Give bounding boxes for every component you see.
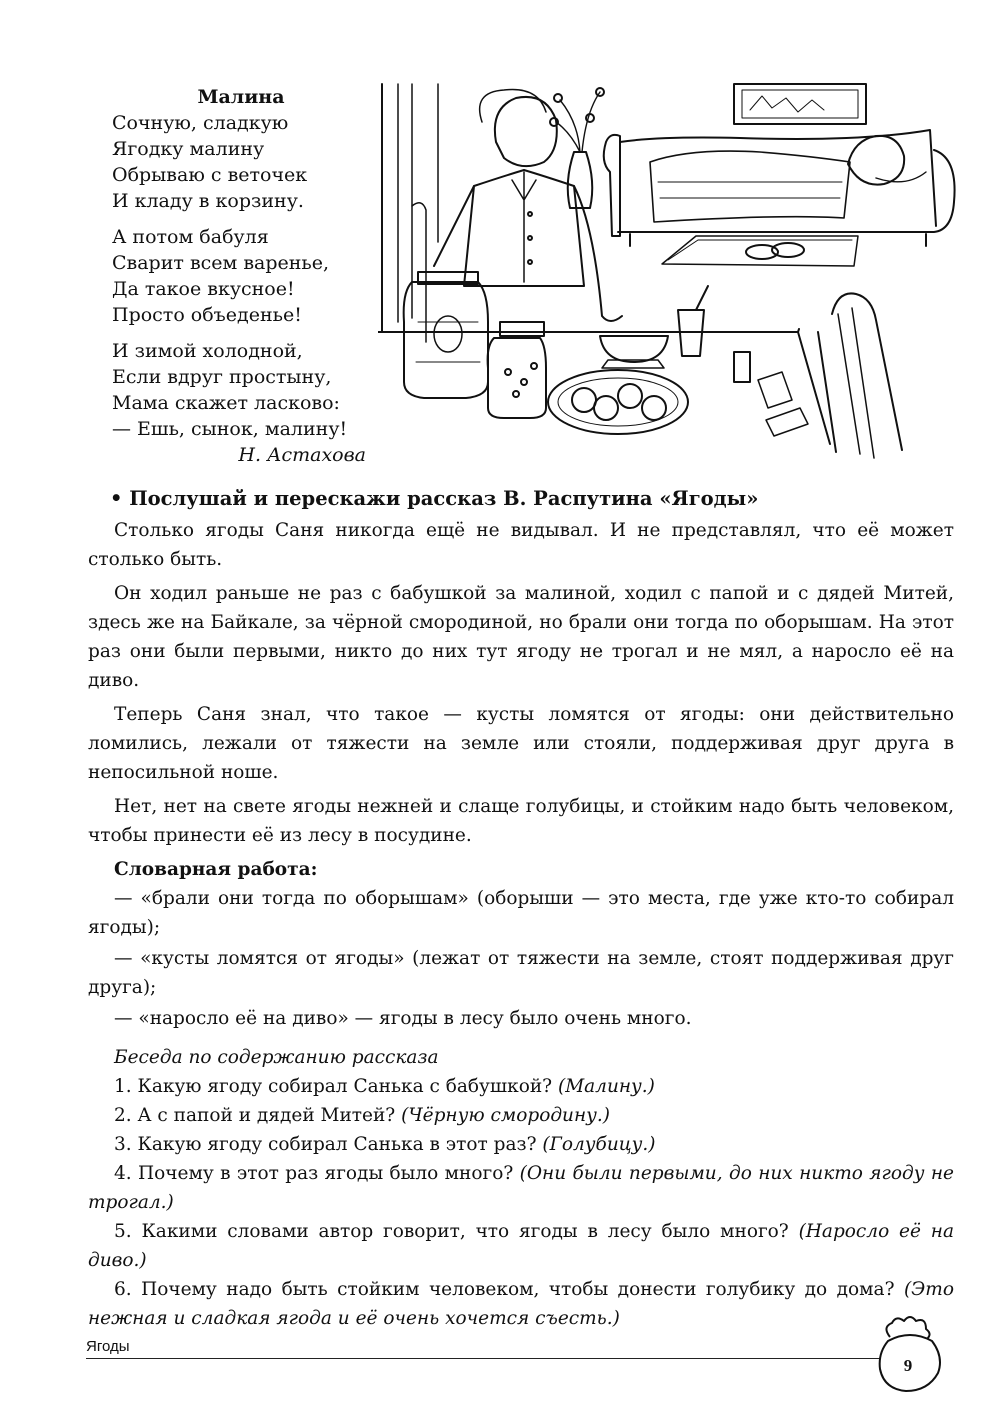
poem-stanza-1 [112, 110, 374, 214]
poem-line: — Ешь, сынок, малину! [112, 418, 348, 440]
story-paragraph: Он ходил раньше не раз с бабушкой за малиной, ходил с папой и с дядей Митей, здесь же на Байкале, за чёрной смородиной, но брали они тогда по оборышам. На этот раз они были первыми, никто до них тут ягоду не трогал и не мял, а наросло её на диво. [88, 583, 954, 691]
poem-line: И кладу в корзину. [112, 190, 304, 212]
poem-line: Да такое вкусное! [112, 278, 295, 300]
page-number-badge [868, 1315, 948, 1393]
answer-text: (Наросло её на диво.) [88, 1221, 954, 1271]
question-text: 3. Какую ягоду собирал Санька в этот раз? [114, 1134, 537, 1155]
poem-line: Сочную, сладкую [112, 112, 289, 134]
answer-text: (Чёрную смородину.) [401, 1105, 610, 1126]
poem-line: Просто объеденье! [112, 304, 302, 326]
poem-line: Мама скажет ласково: [112, 392, 340, 414]
story-paragraph: Столько ягоды Саня никогда ещё не видывал. И не представлял, что её может столько быть. [88, 520, 954, 570]
vocab-item: — «кусты ломятся от ягоды» (лежат от тяжести на земле, стоят поддерживая друг друга); [88, 948, 954, 998]
vocab-title: Словарная работа: [114, 859, 318, 880]
poem-line: Если вдруг простыну, [112, 366, 332, 388]
poem-stanza-2 [112, 224, 374, 328]
question [88, 1275, 954, 1333]
page-footer [86, 1338, 886, 1359]
poem-line: Сварит всем варенье, [112, 252, 330, 274]
question [88, 1072, 954, 1101]
question-text: 4. Почему в этот раз ягоды было много? [114, 1163, 514, 1184]
vocab-item: — «брали они тогда по оборышам» (оборыши — это места, где уже кто-то собирал ягоды); [88, 888, 954, 938]
poem-line: Обрываю с веточек [112, 164, 308, 186]
question-text: 2. А с папой и дядей Митей? [114, 1105, 396, 1126]
footer-section-title: Ягоды [86, 1338, 130, 1355]
story-paragraph: Теперь Саня знал, что такое — кусты ломятся от ягоды: они действительно ломились, лежали от тяжести на земле или стояли, поддерживая друг друга в непосильной ноше. [88, 704, 954, 783]
question-text: 6. Почему надо быть стойким человеком, чтобы донести голубику до дома? [114, 1279, 895, 1300]
answer-text: (Малину.) [557, 1076, 655, 1097]
page-number: 9 [903, 1356, 913, 1375]
question [88, 1159, 954, 1217]
question-text: 5. Какими словами автор говорит, что ягоды в лесу было много? [114, 1221, 789, 1242]
question [88, 1130, 954, 1159]
question [88, 1217, 954, 1275]
story-paragraph: Нет, нет на свете ягоды нежней и слаще голубицы, и стойким надо быть человеком, чтобы принести её из лесу в посудине. [88, 796, 954, 846]
poem-line: И зимой холодной, [112, 340, 303, 362]
question-text: 1. Какую ягоду собирал Санька с бабушкой? [114, 1076, 553, 1097]
vocab-item: — «наросло её на диво» — ягоды в лесу было очень много. [114, 1008, 692, 1029]
discussion-title: Беседа по содержанию рассказа [114, 1047, 439, 1068]
poem-author: Н. Астахова [238, 444, 366, 466]
answer-text: (Это нежная и сладкая ягода и её очень хочется съесть.) [88, 1279, 954, 1329]
poem [112, 84, 374, 468]
answer-text: (Голубицу.) [542, 1134, 656, 1155]
answer-text: (Они были первыми, до них никто ягоду не трогал.) [88, 1163, 954, 1213]
poem-line: А потом бабуля [112, 226, 269, 248]
story-heading: • Послушай и перескажи рассказ В. Распутина «Ягоды» [110, 487, 759, 510]
strawberry-icon [868, 1315, 948, 1393]
question [88, 1101, 954, 1130]
poem-line: Ягодку малину [112, 138, 265, 160]
vocab-title-text: Словарная работа [114, 859, 311, 880]
poem-title: Малина [197, 86, 285, 108]
kitchen-illustration [378, 82, 962, 462]
poem-stanza-3 [112, 338, 374, 442]
main-text [88, 484, 954, 1333]
